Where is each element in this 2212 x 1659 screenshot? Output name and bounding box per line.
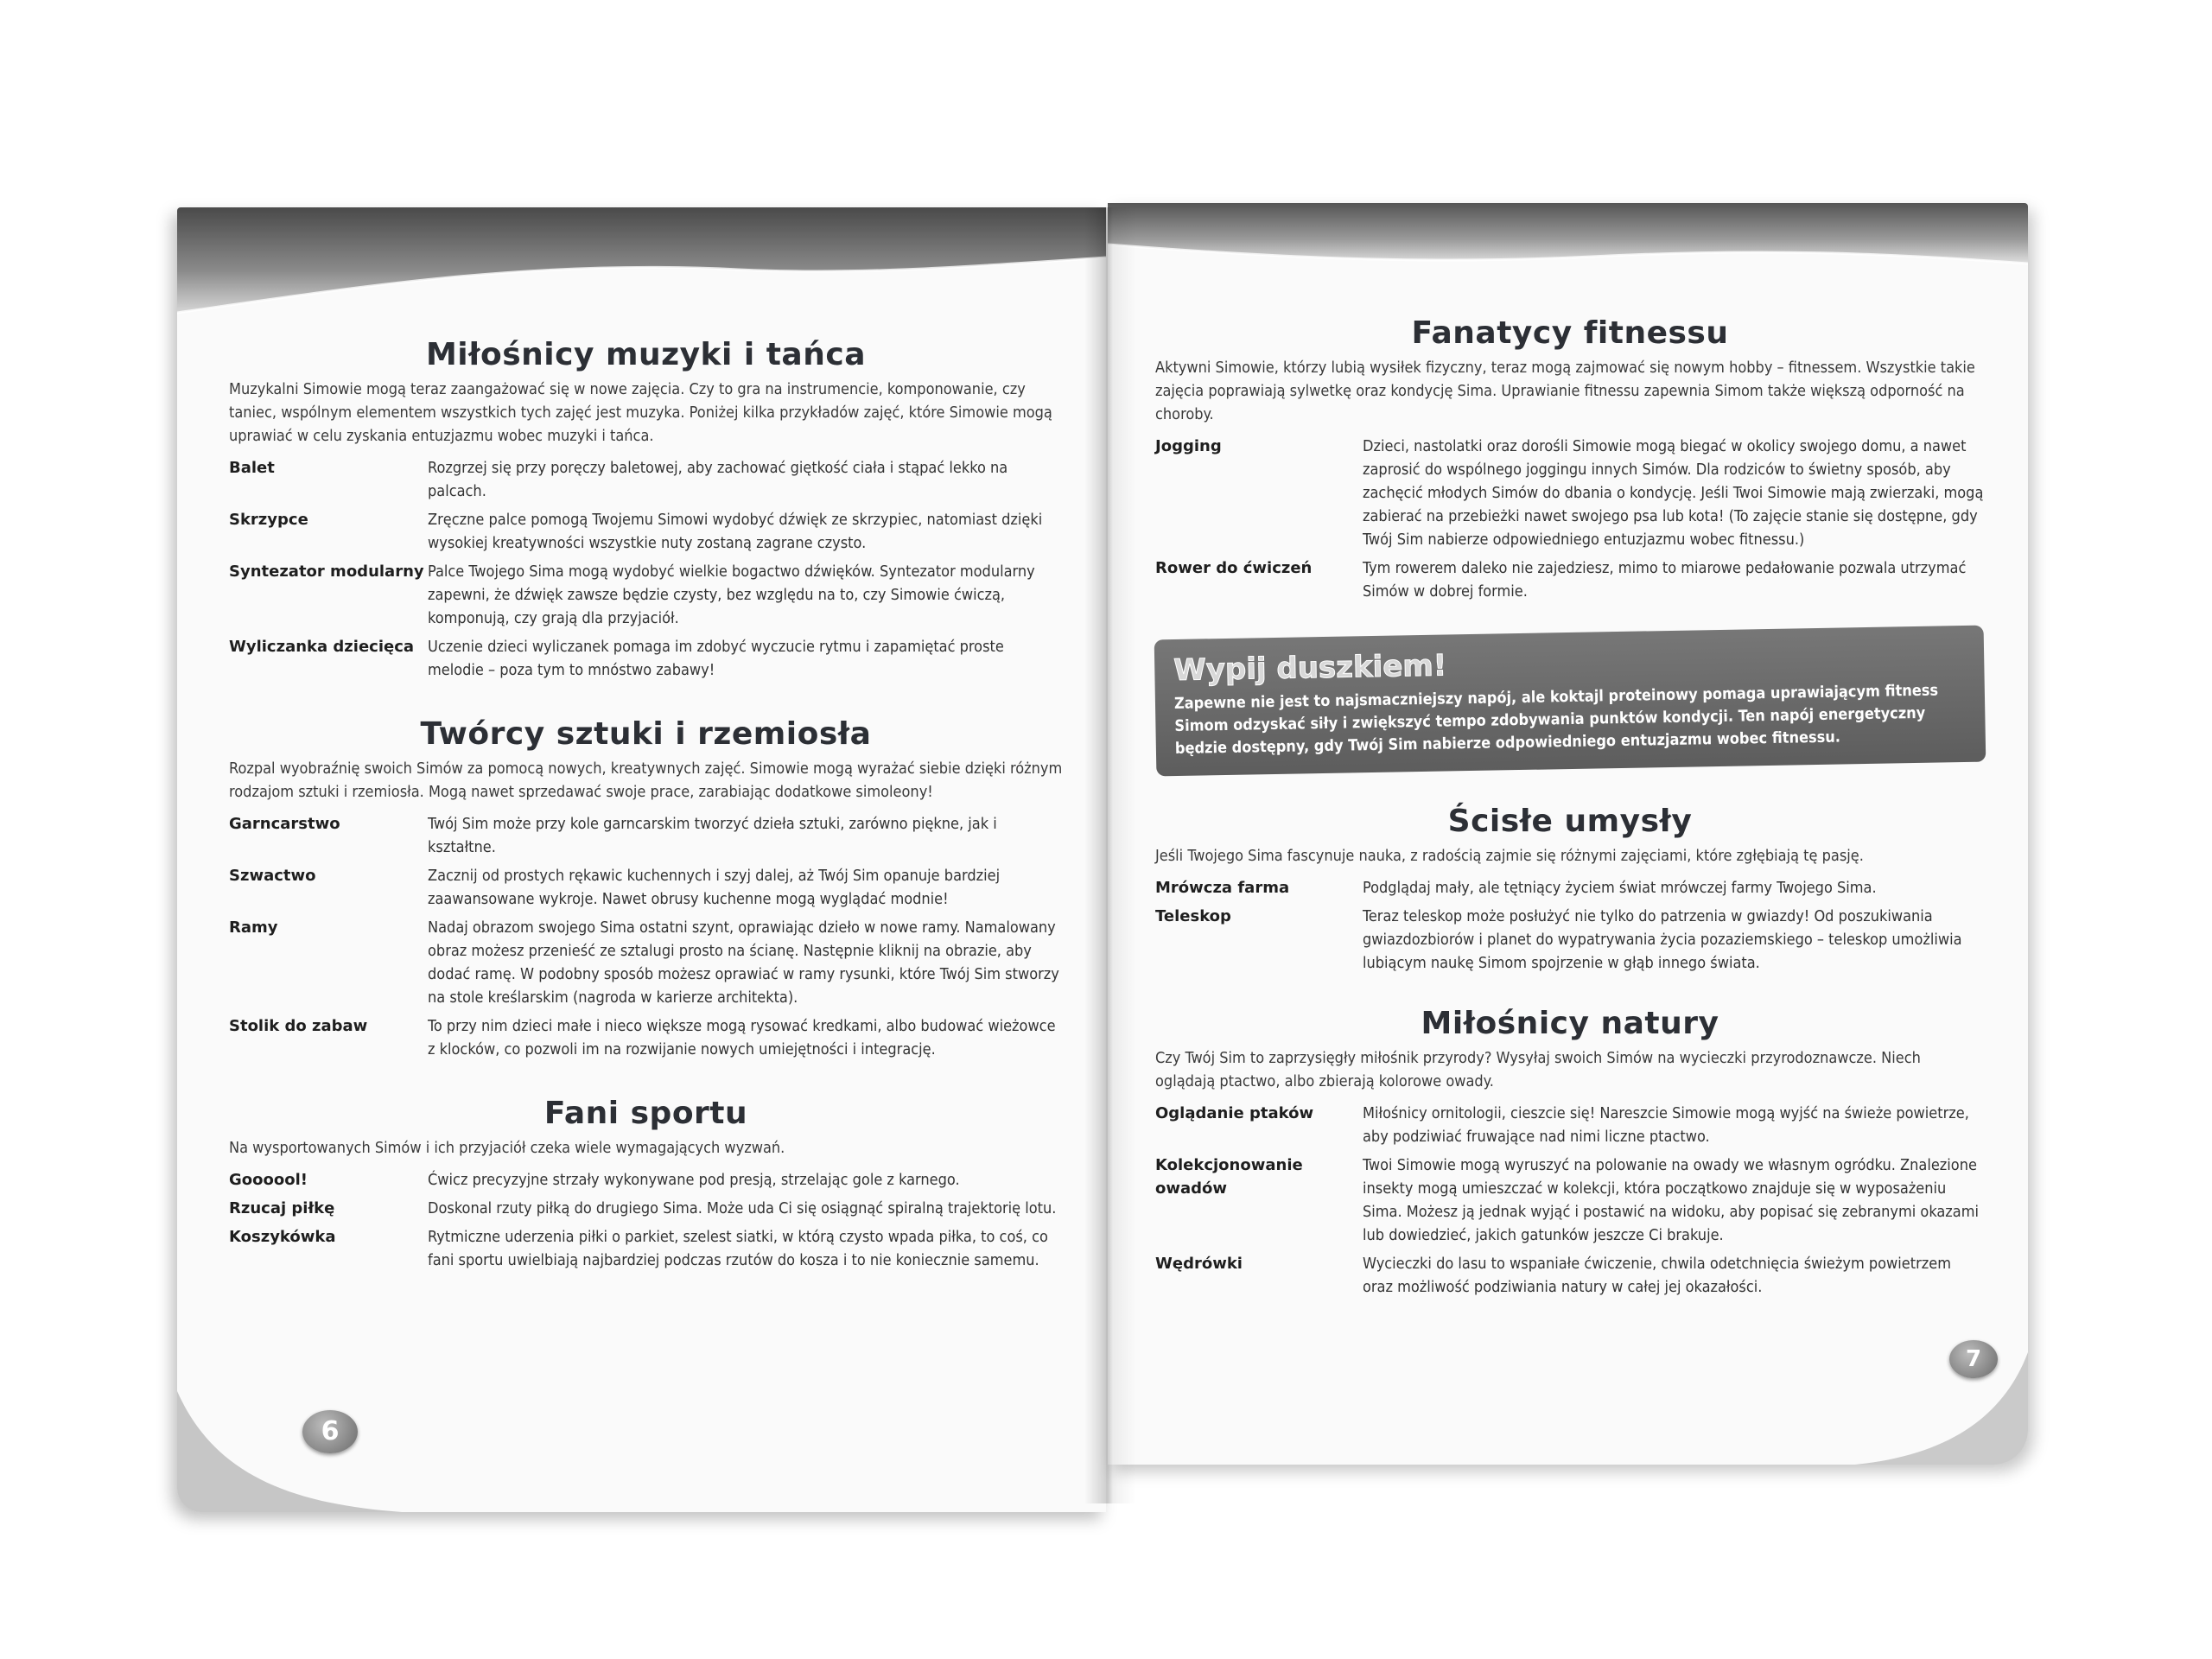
left-page: [177, 207, 1106, 1512]
spacer: [229, 1066, 1063, 1096]
page-number: 7: [1949, 1340, 1998, 1378]
activity-desc: Miłośnicy ornitologii, cieszcie się! Nareszcie Simowie mogą wyjść na świeże powietrze, aby podziwiać fruwające nad nimi liczne ptactwo.: [1363, 1104, 1969, 1146]
callout-title: Wypij duszkiem!: [1173, 648, 1447, 688]
activity-row: [229, 916, 1063, 1009]
activity-desc: Nadaj obrazom swojego Sima ostatni szynt, oprawiając dzieło w nowe ramy. Namalowany obraz możesz przenieść ze sztalugi prosto na ścianę. Następnie kliknij na obrazie, aby dodać ramę. W podobny sposób możesz oprawiać w ramy rysunki, które Twój Sim stworzy na stole kreślarskim (nagroda w karierze architekta).: [428, 918, 1059, 1007]
activity-row: [1155, 1252, 1985, 1299]
activity-term: Rzucaj piłkę: [229, 1199, 335, 1217]
activity-row: [229, 635, 1063, 682]
activity-term: Stolik do zabaw: [229, 1017, 368, 1035]
corner-swoosh-icon: [177, 1374, 402, 1512]
activity-term: Koszykówka: [229, 1228, 336, 1246]
activity-term: Syntezator modularny: [229, 563, 424, 581]
tip-callout-box: [1154, 626, 1986, 777]
section-title: Miłośnicy muzyki i tańca: [425, 337, 866, 372]
music-dance-section: [229, 337, 1063, 682]
activity-term: Jogging: [1155, 437, 1222, 455]
activity-term: Teleskop: [1155, 907, 1231, 925]
arts-crafts-section: [229, 716, 1063, 1061]
activity-row: [229, 508, 1063, 555]
activity-desc: Uczenie dzieci wyliczanek pomaga im zdobyć wyczucie rytmu i zapamiętać proste melodie – poza tym to mnóstwo zabawy!: [428, 638, 1004, 679]
activity-desc: Tym rowerem daleko nie zajedziesz, mimo to miarowe pedałowanie pozwala utrzymać Simów w dobrej formie.: [1363, 559, 1967, 601]
activity-desc: Wycieczki do lasu to wspaniałe ćwiczenie, chwila odetchnięcia świeżym powietrzem oraz możliwość podziwiania natury w całej jej okazałości.: [1363, 1255, 1952, 1296]
activity-term: Szwactwo: [229, 867, 316, 885]
page-header-wave: [177, 207, 1106, 328]
section-title: Fanatycy fitnessu: [1411, 315, 1729, 351]
activity-desc: To przy nim dzieci małe i nieco większe mogą rysować kredkami, albo budować wieżowce z klocków, co pozwoli im na rozwijanie nowych umiejętności i integrację.: [428, 1017, 1056, 1058]
section-intro: Aktywni Simowie, którzy lubią wysiłek fizyczny, teraz mogą zajmować się nowym hobby – fitnessem. Wszystkie takie zajęcia poprawiają sylwetkę oraz kondycję Sima. Uprawianie fitnessu zapewnia Simom także większą odporność na choroby.: [1155, 359, 1975, 423]
activity-row: [1155, 556, 1985, 603]
spacer: [1155, 980, 1985, 1006]
right-page: [1108, 203, 2028, 1465]
page-header-wave: [1108, 203, 2028, 324]
spacer: [229, 687, 1063, 716]
activity-desc: Teraz teleskop może posłużyć nie tylko do patrzenia w gwiazdy! Od poszukiwania gwiazdozbiorów i planet do wypatrywania życia pozaziemskiego – teleskop umożliwia lubiącym naukę Simom spojrzenie w głąb innego świata.: [1363, 907, 1962, 972]
activity-term: Rower do ćwiczeń: [1155, 559, 1313, 577]
activity-desc: Twój Sim może przy kole garncarskim tworzyć dzieła sztuki, zarówno piękne, jak i kształtne.: [428, 815, 997, 856]
activity-term: Oglądanie ptaków: [1155, 1104, 1314, 1122]
activity-row: [1155, 435, 1985, 551]
section-title: Fani sportu: [543, 1096, 748, 1131]
science-section: [1155, 804, 1985, 975]
activity-row: [229, 812, 1063, 859]
section-title: Twórcy sztuki i rzemiosła: [420, 716, 872, 752]
left-page-content: [229, 337, 1063, 1277]
activity-term: Kolekcjonowanie owadów: [1155, 1156, 1303, 1198]
activity-row: [1155, 876, 1985, 899]
activity-desc: Palce Twojego Sima mogą wydobyć wielkie bogactwo dźwięków. Syntezator modularny zapewni, że dźwięk zawsze będzie czysty, bez względu na to, czy Simowie ćwiczą, komponują, czy grają dla przyjaciół.: [428, 563, 1035, 627]
activity-term: Goooool!: [229, 1171, 308, 1189]
section-intro: Na wysportowanych Simów i ich przyjaciół czeka wiele wymagających wyzwań.: [229, 1139, 785, 1157]
activity-row: [229, 456, 1063, 503]
activity-desc: Doskonal rzuty piłką do drugiego Sima. Może uda Ci się osiągnąć spiralną trajektorię lotu.: [428, 1199, 1057, 1217]
activity-term: Garncarstwo: [229, 815, 340, 833]
corner-swoosh-icon: [1855, 1344, 2028, 1465]
sports-section: [229, 1096, 1063, 1272]
activity-desc: Ćwicz precyzyjne strzały wykonywane pod presją, strzelając gole z karnego.: [428, 1171, 960, 1189]
activity-row: [229, 864, 1063, 911]
activity-desc: Dzieci, nastolatki oraz dorośli Simowie mogą biegać w okolicy swojego domu, a nawet zaprosić do wspólnego joggingu innych Simów. Dla rodziców to świetny sposób, aby zachęcić młodych Simów do dbania o kondycję. Jeśli Twoi Simowie mają zwierzaki, mogą zabierać na przebieżki nawet swojego psa lub kota! (To zajęcie stanie się dostępne, gdy Twój Sim nabierze odpowiedniego entuzjazmu wobec fitnessu.): [1363, 437, 1984, 549]
section-title: Miłośnicy natury: [1421, 1006, 1719, 1041]
activity-row: [1155, 905, 1985, 975]
activity-desc: Twoi Simowie mogą wyruszyć na polowanie na owady we własnym ogródku. Znalezione insekty mogą umieszczać w kolekcji, która początkowo znajduje się w wyposażeniu Sima. Możesz ją jednak wyjąć i postawić na widoku, aby popisać się zebranymi okazami lub dowiedzieć, jakich gatunków jeszcze Ci brakuje.: [1363, 1156, 1979, 1244]
activity-term: Wędrówki: [1155, 1255, 1243, 1273]
activity-term: Skrzypce: [229, 511, 308, 529]
activity-desc: Rozgrzej się przy poręczy baletowej, aby zachować giętkość ciała i stąpać lekko na palcach.: [428, 459, 1008, 500]
section-title: Ścisłe umysły: [1447, 804, 1693, 839]
section-intro: Rozpal wyobraźnię swoich Simów za pomocą nowych, kreatywnych zajęć. Simowie mogą wyrażać siebie dzięki różnym rodzajom sztuki i rzemiosła. Mogą nawet sprzedawać swoje prace, zarabiając dodatkowe simoleony!: [229, 760, 1063, 801]
activity-term: Mrówcza farma: [1155, 879, 1290, 897]
activity-row: [229, 1014, 1063, 1061]
activity-desc: Zręczne palce pomogą Twojemu Simowi wydobyć dźwięk ze skrzypiec, natomiast dzięki wysokiej kreatywności wszystkie nuty zostaną zagrane czysto.: [428, 511, 1043, 552]
activity-term: Ramy: [229, 918, 278, 937]
nature-section: [1155, 1006, 1985, 1299]
page-number: 6: [302, 1410, 358, 1453]
section-intro: Muzykalni Simowie mogą teraz zaangażować się w nowe zajęcia. Czy to gra na instrumencie, komponowanie, czy taniec, wspólnym elementem wszystkich tych zajęć jest muzyka. Poniżej kilka przykładów zajęć, które Simowie mogą uprawiać w celu zyskania entuzjazmu wobec muzyki i tańca.: [229, 380, 1052, 445]
section-intro: Jeśli Twojego Sima fascynuje nauka, z radością zajmie się różnymi zajęciami, które zgłębiają tę pasję.: [1155, 847, 1864, 865]
right-page-content: [1155, 315, 1985, 1304]
activity-desc: Rytmiczne uderzenia piłki o parkiet, szelest siatki, w którą czysto wpada piłka, to coś, co fani sportu uwielbiają najbardziej podczas rzutów do kosza i to nie koniecznie samemu.: [428, 1228, 1048, 1269]
activity-desc: Podglądaj mały, ale tętniący życiem świat mrówczej farmy Twojego Sima.: [1363, 879, 1877, 897]
activity-row: [1155, 1102, 1985, 1148]
fitness-section: [1155, 315, 1985, 603]
activity-row: [229, 1197, 1063, 1220]
activity-row: [1155, 1154, 1985, 1247]
activity-term: Wyliczanka dziecięca: [229, 638, 415, 656]
activity-row: [229, 1225, 1063, 1272]
section-intro: Czy Twój Sim to zaprzysięgły miłośnik przyrody? Wysyłaj swoich Simów na wycieczki przyrodoznawcze. Niech oglądają ptactwo, albo zbierają kolorowe owady.: [1155, 1049, 1921, 1090]
activity-desc: Zacznij od prostych rękawic kuchennych i szyj dalej, aż Twój Sim opanuje bardziej zaawansowane wykroje. Nawet obrusy kuchenne mogą wyglądać modnie!: [428, 867, 1001, 908]
callout-text: Zapewne nie jest to najsmaczniejszy napój, ale koktajl proteinowy pomaga uprawiającym fitness Simom odzyskać siły i zwiększyć tempo zdobywania punktów kondycji. Ten napój energetyczny będzie dostępny, gdy Twój Sim nabierze odpowiedniego entuzjazmu wobec fitnessu.: [1173, 681, 1939, 758]
activity-row: [229, 560, 1063, 630]
activity-row: [229, 1168, 1063, 1192]
activity-term: Balet: [229, 459, 275, 477]
